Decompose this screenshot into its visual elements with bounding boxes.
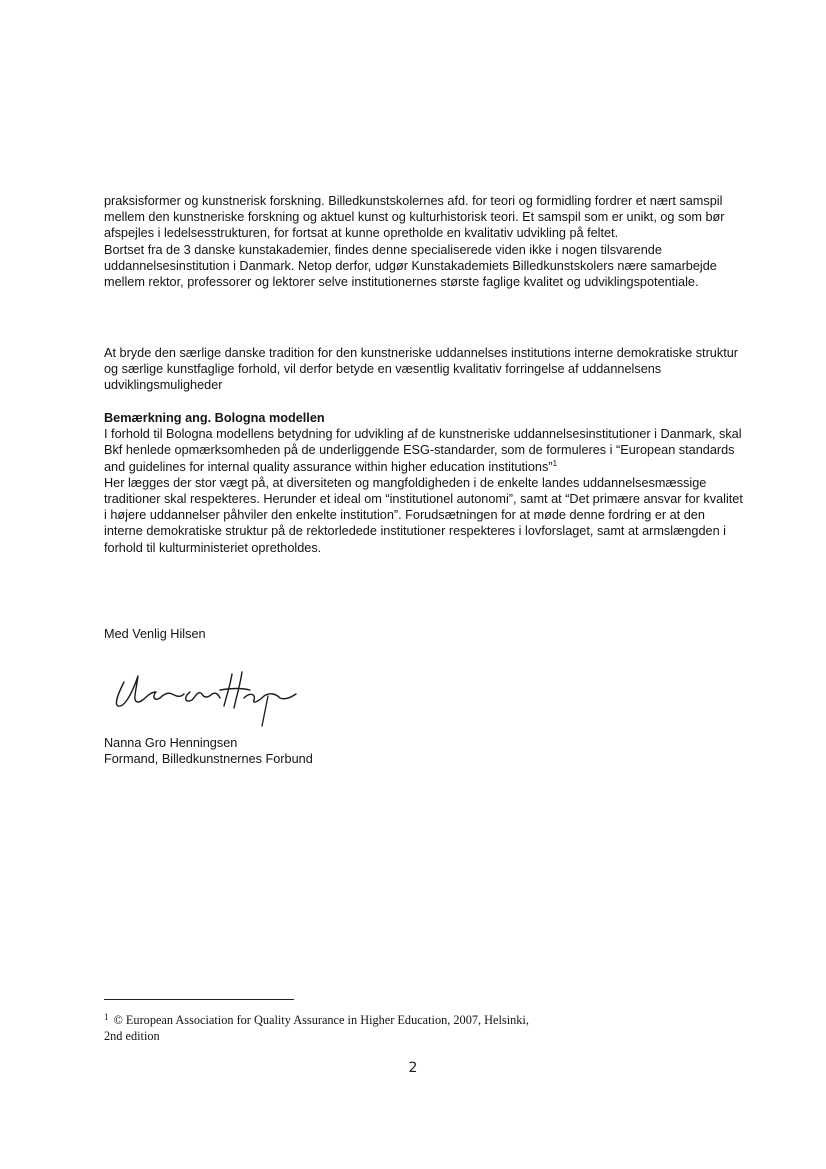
signer-title: Formand, Billedkunstnernes Forbund	[104, 752, 313, 767]
paragraph-specialised-knowledge: Bortset fra de 3 danske kunstakademier, findes denne specialiserede viden ikke i nogen tilsvarende uddannelsesinstitution i Danmark. Netop derfor, udgør Kunstakademiets Billedkunstskolers nære samarbejde mellem rektor, professorer og lektorer selve institutionernes største faglige kvalitet og udviklingspotentiale.	[104, 242, 717, 290]
body-section-1	[104, 193, 744, 290]
footnote-number: 1	[104, 1012, 109, 1022]
body-section-2	[104, 345, 744, 394]
footnote-line-2: 2nd edition	[104, 1028, 160, 1043]
closing-greeting	[104, 626, 744, 642]
footnote-reference[interactable]: 1	[552, 458, 558, 468]
footnote	[104, 1010, 624, 1044]
bologna-heading: Bemærkning ang. Bologna modellen	[104, 411, 325, 425]
signer-name: Nanna Gro Henningsen	[104, 736, 238, 750]
bologna-esg-text: I forhold til Bologna modellens betydning for udvikling af de kunstneriske uddannelsesinstitutioner i Danmark, skal Bkf henlede opmærksomheden på de underliggende ESG-standarder, som de formuleres i “European standards and guidelines for internal quality assurance within higher education institutions”	[104, 427, 742, 474]
paragraph-tradition: At bryde den særlige danske tradition for den kunstneriske uddannelses institutions interne demokratiske struktur og særlige kunstfaglige forhold, vil derfor betyde en væsentlig kvalitativ forringelse af uddannelsens udviklingsmuligheder	[104, 346, 739, 393]
footnote-line-1	[104, 1010, 624, 1029]
greeting: Med Venlig Hilsen	[104, 627, 206, 641]
page-number: 2	[408, 1060, 418, 1076]
paragraph-diversity: Her lægges der stor vægt på, at diversiteten og mangfoldigheden i de enkelte landes uddannelsesmæssige traditioner skal respekteres. Herunder et ideal om “institutionel autonomi”, samt at “Det primære ansvar for kvalitet i højere uddannelser påhviler den enkelte institution”. Forudsætningen for at møde denne fordring er at den interne demokratiske struktur på de rektorledede institutioner respekteres i lovforslaget, samt at armslængden i forhold til kulturministeriet opretholdes.	[104, 475, 743, 555]
footnote-text: © European Association for Quality Assurance in Higher Education, 2007, Helsinki,	[113, 1013, 529, 1027]
bologna-section	[104, 410, 744, 556]
footnote-divider	[104, 999, 294, 1000]
signature-image	[108, 658, 308, 730]
signature-block	[104, 735, 744, 767]
paragraph-bologna-esg	[104, 426, 744, 475]
paragraph-research: praksisformer og kunstnerisk forskning. Billedkunstskolernes afd. for teori og formidling fordrer et nært samspil mellem den kunstneriske forskning og aktuel kunst og kulturhistorisk teori. Et samspil som er unikt, og som bør afspejles i ledelsesstrukturen, for fortsat at kunne opretholde en kvalitativ udvikling på feltet.	[104, 194, 725, 241]
